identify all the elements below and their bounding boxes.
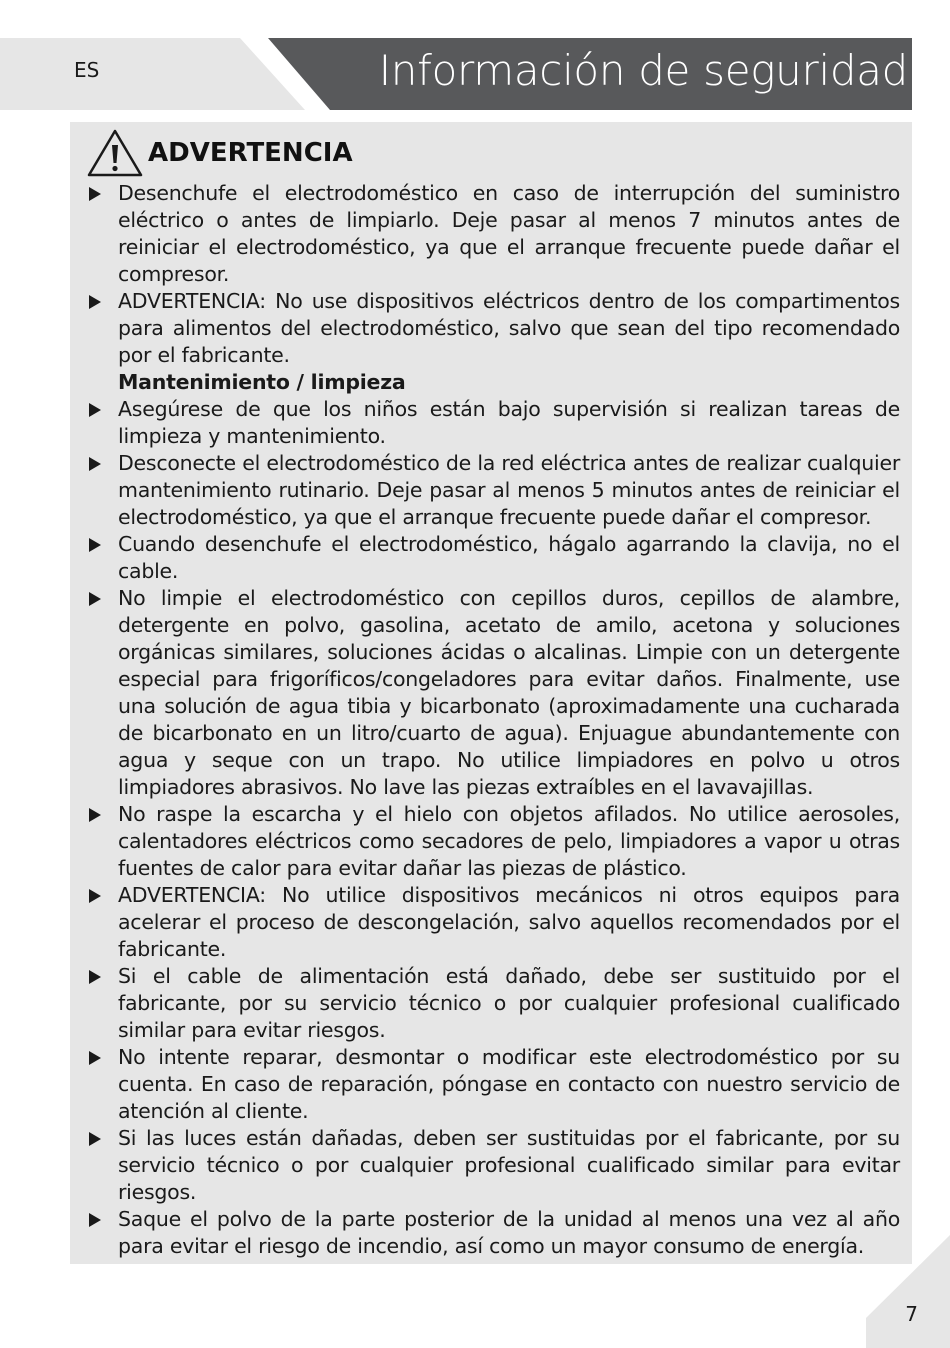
warning-label: ADVERTENCIA xyxy=(148,138,353,168)
item-text: ADVERTENCIA: No use dispositivos eléctricos dentro de los compartimentos para alimentos del electrodoméstico, salvo que sean del tipo recomendado por el fabricante. xyxy=(118,289,900,367)
section-subheading: Mantenimiento / limpieza xyxy=(118,370,406,394)
item-text: Asegúrese de que los niños están bajo supervisión si realizan tareas de limpieza y mantenimiento. xyxy=(118,397,900,448)
corner-tab-shape xyxy=(866,1235,950,1348)
item-text: Saque el polvo de la parte posterior de la unidad al menos una vez al año para evitar el riesgo de incendio, así como un mayor consumo de energía. xyxy=(118,1207,900,1258)
item-text: Cuando desenchufe el electrodoméstico, hágalo agarrando la clavija, no el cable. xyxy=(118,532,900,583)
page-title: Información de seguridad xyxy=(378,46,908,95)
item-text: Desconecte el electrodoméstico de la red eléctrica antes de realizar cualquier mantenimiento rutinario. Deje pasar al menos 5 minutos antes de reiniciar el electrodoméstico, ya que el arranque frecuente puede dañar el compresor. xyxy=(118,451,900,529)
language-code: ES xyxy=(74,58,100,82)
page-number: 7 xyxy=(905,1302,918,1326)
item-text: Si el cable de alimentación está dañado, debe ser sustituido por el fabricante, por su servicio técnico o por cualquier profesional cualificado similar para evitar riesgos. xyxy=(118,964,900,1042)
item-text: No limpie el electrodoméstico con cepillos duros, cepillos de alambre, detergente en polvo, gasolina, acetato de amilo, acetona y soluciones orgánicas similares, soluciones ácidas o alcalinas. Limpie con un detergente especial para frigoríficos/congeladores para evitar daños. Finalmente, use una solución de agua tibia y bicarbonato (aproximadamente una cucharada de bicarbonato en un litro/cuarto de agua). Enjuague abundantemente con agua y seque con un trapo. No utilice limpiadores en polvo u otros limpiadores abrasivos. No lave las piezas extraíbles en el lavavajillas. xyxy=(118,586,900,799)
item-text: Desenchufe el electrodoméstico en caso de interrupción del suministro eléctrico o antes de limpiarlo. Deje pasar al menos 7 minutos antes de reiniciar el electrodoméstico, ya que el arranque frecuente puede dañar el compresor. xyxy=(118,181,900,286)
item-text: No raspe la escarcha y el hielo con objetos afilados. No utilice aerosoles, calentadores eléctricos como secadores de pelo, limpiadores a vapor u otras fuentes de calor para evitar dañar las piezas de plástico. xyxy=(118,802,900,880)
item-text: Si las luces están dañadas, deben ser sustituidas por el fabricante, por su servicio técnico o por cualquier profesional cualificado similar para evitar riesgos. xyxy=(118,1126,900,1204)
item-text: ADVERTENCIA: No utilice dispositivos mecánicos ni otros equipos para acelerar el proceso de descongelación, salvo aquellos recomendados por el fabricante. xyxy=(118,883,900,961)
item-text: No intente reparar, desmontar o modificar este electrodoméstico por su cuenta. En caso de reparación, póngase en contacto con nuestro servicio de atención al cliente. xyxy=(118,1045,900,1123)
